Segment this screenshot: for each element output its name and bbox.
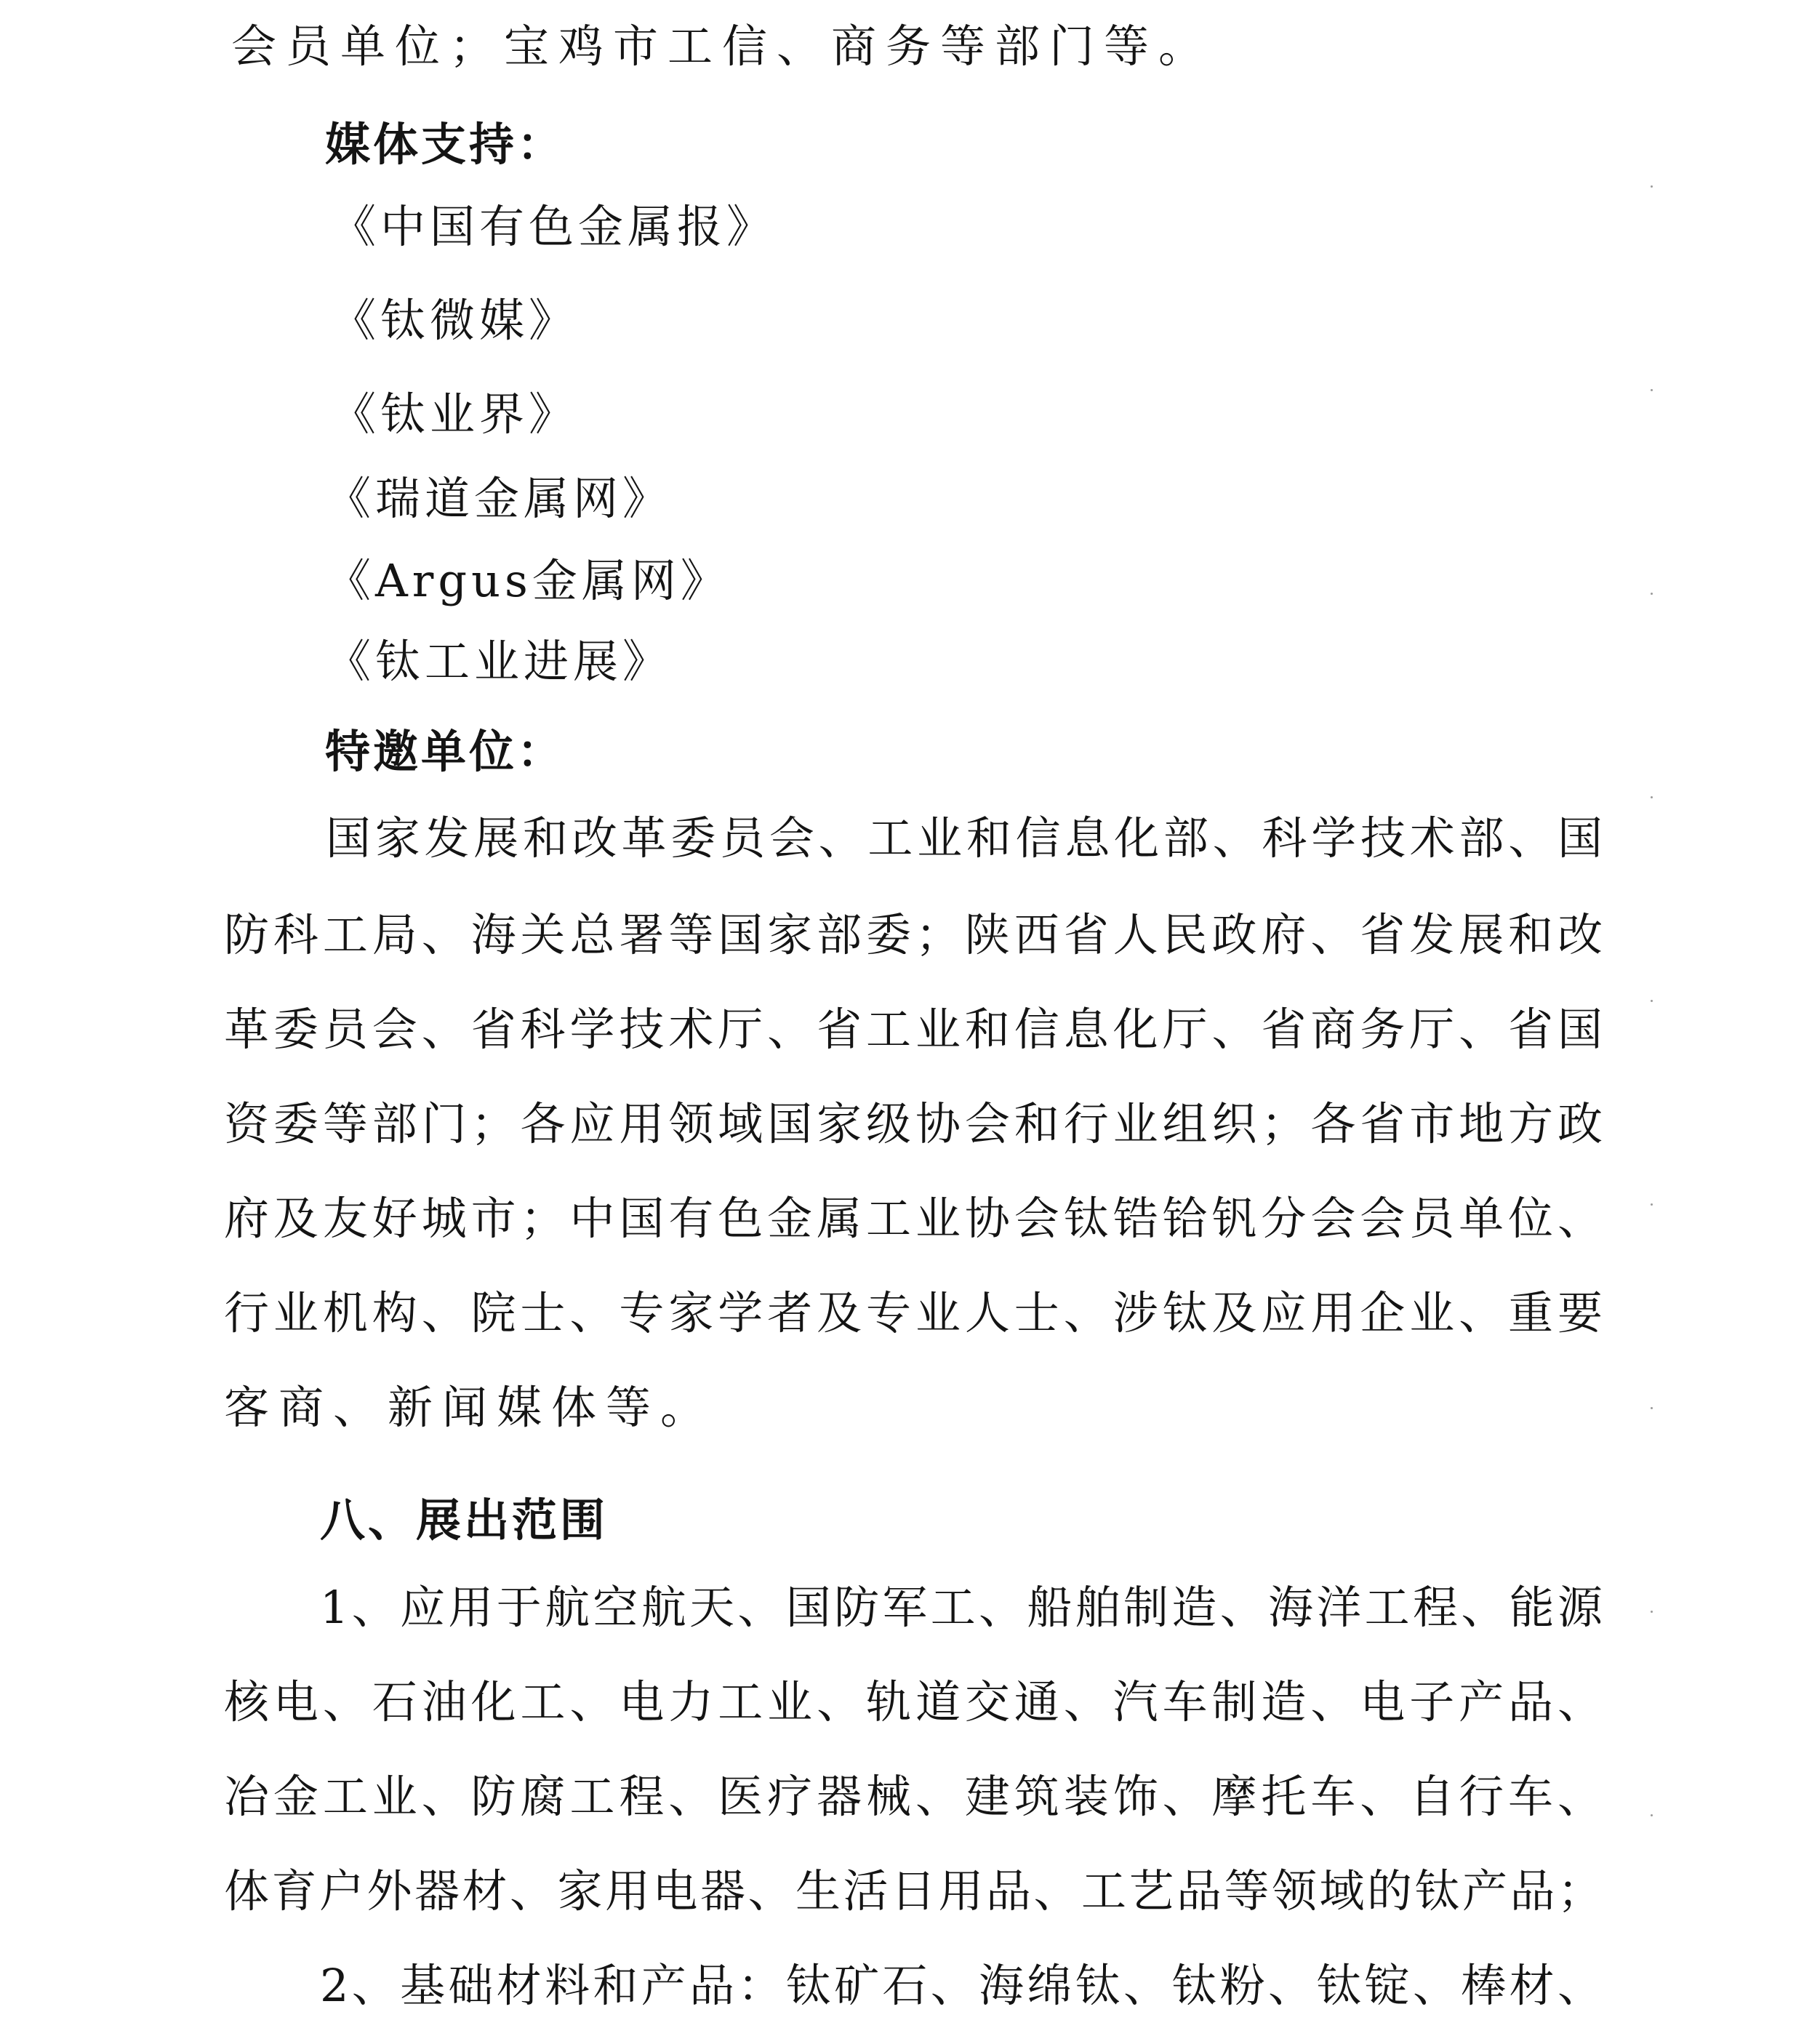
scan-speck xyxy=(1651,1814,1653,1816)
scan-speck xyxy=(1651,1203,1653,1206)
scan-speck xyxy=(1651,1000,1653,1002)
section8-line: 核电、石油化工、电力工业、轨道交通、汽车制造、电子产品、 xyxy=(224,1675,1603,1728)
scan-speck xyxy=(1651,185,1653,188)
invited-line: 资委等部门；各应用领域国家级协会和行业组织；各省市地方政 xyxy=(224,1097,1603,1150)
section8-line: 2、基础材料和产品：钛矿石、海绵钛、钛粉、钛锭、棒材、 xyxy=(320,1959,1603,2012)
scan-speck xyxy=(1651,796,1653,798)
media-item: 《钛业界》 xyxy=(331,388,579,441)
top-line: 会员单位；宝鸡市工信、商务等部门等。 xyxy=(231,20,1214,73)
scan-speck xyxy=(1651,389,1653,391)
invited-line: 防科工局、海关总署等国家部委；陕西省人民政府、省发展和改 xyxy=(224,908,1603,961)
invited-line: 行业机构、院士、专家学者及专业人士、涉钛及应用企业、重要 xyxy=(224,1286,1603,1339)
media-item: 《Argus金属网》 xyxy=(326,554,730,607)
invited-line: 府及友好城市；中国有色金属工业协会钛锆铪钒分会会员单位、 xyxy=(224,1192,1603,1245)
invited-line: 革委员会、省科学技术厅、省工业和信息化厅、省商务厅、省国 xyxy=(224,1003,1603,1056)
scan-speck xyxy=(1651,1611,1653,1613)
media-heading: 媒体支持： xyxy=(325,118,566,171)
section8-line: 1、应用于航空航天、国防军工、船舶制造、海洋工程、能源 xyxy=(320,1581,1603,1634)
invited-heading: 特邀单位： xyxy=(325,725,566,778)
media-item: 《钛工业进展》 xyxy=(326,635,673,688)
invited-line: 国家发展和改革委员会、工业和信息化部、科学技术部、国 xyxy=(326,811,1603,865)
media-item: 《瑞道金属网》 xyxy=(326,472,673,525)
section8-heading: 八、展出范围 xyxy=(320,1494,609,1547)
section8-line: 冶金工业、防腐工程、医疗器械、建筑装饰、摩托车、自行车、 xyxy=(224,1770,1603,1823)
media-item: 《中国有色金属报》 xyxy=(331,200,777,253)
scan-speck xyxy=(1651,1407,1653,1409)
section8-line: 体育户外器材、家用电器、生活日用品、工艺品等领域的钛产品； xyxy=(224,1864,1603,1917)
media-item: 《钛微媒》 xyxy=(331,294,579,347)
invited-line: 客商、新闻媒体等。 xyxy=(224,1381,715,1434)
scan-speck xyxy=(1651,593,1653,595)
